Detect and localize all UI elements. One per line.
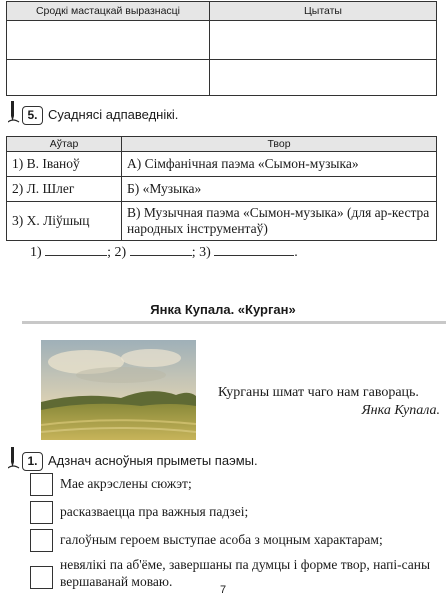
section-divider bbox=[22, 321, 446, 324]
checkbox[interactable] bbox=[30, 473, 53, 496]
answer-label-2: ; 2) bbox=[107, 245, 127, 260]
author-cell: 2) Л. Шлег bbox=[7, 177, 122, 202]
answer-end: . bbox=[294, 245, 298, 260]
blank-cell[interactable] bbox=[7, 21, 210, 60]
option-text: галоўным героем выступае асоба з моцным характарам; bbox=[60, 532, 383, 547]
blank-cell[interactable] bbox=[7, 60, 210, 96]
author-cell: 1) В. Іваноў bbox=[7, 152, 122, 177]
column-header-quotes: Цытаты bbox=[210, 2, 437, 21]
answer-blank-1[interactable] bbox=[45, 255, 107, 256]
option-text: невялікі па аб'ёме, завершаны па думцы і форме твор, напі-саны вершаванай моваю. bbox=[60, 557, 431, 589]
option-item bbox=[30, 528, 446, 548]
task-text: Суаднясі адпаведнікі. bbox=[48, 107, 179, 122]
answer-label-1: 1) bbox=[30, 245, 42, 260]
option-item bbox=[30, 472, 446, 492]
column-header-author: Аўтар bbox=[7, 137, 122, 152]
table-row bbox=[7, 202, 437, 241]
column-header-means: Сродкі мастацкай выразнасці bbox=[7, 2, 210, 21]
blank-cell[interactable] bbox=[210, 60, 437, 96]
work-cell: Б) «Музыка» bbox=[122, 177, 437, 202]
task-number: 5. bbox=[22, 106, 43, 125]
column-header-work: Твор bbox=[122, 137, 437, 152]
landscape-painting bbox=[41, 340, 196, 440]
option-text: Мае акрэслены сюжэт; bbox=[60, 476, 192, 491]
option-item bbox=[30, 500, 446, 520]
epigraph-quote: Курганы шмат чаго нам гавораць. bbox=[218, 385, 419, 400]
epigraph bbox=[210, 384, 440, 420]
option-text: расказваецца пра важныя падзеі; bbox=[60, 504, 249, 519]
task-number: 1. bbox=[22, 452, 43, 471]
matching-table bbox=[6, 136, 437, 241]
work-cell: А) Сімфанічная паэма «Сымон-музыка» bbox=[122, 152, 437, 177]
table-row bbox=[7, 177, 437, 202]
options-list bbox=[30, 472, 446, 598]
work-cell: В) Музычная паэма «Сымон-музыка» (для ар-кестра народных інструментаў) bbox=[122, 202, 437, 241]
blank-cell[interactable] bbox=[210, 21, 437, 60]
page-number: 7 bbox=[219, 584, 227, 596]
task-text: Адзнач асноўныя прыметы паэмы. bbox=[48, 453, 258, 468]
pen-icon bbox=[8, 446, 20, 470]
answer-label-3: ; 3) bbox=[191, 245, 211, 260]
epigraph-author: Янка Купала. bbox=[361, 403, 440, 418]
quotes-table bbox=[6, 1, 437, 96]
answer-line bbox=[30, 245, 298, 261]
section-title: Янка Купала. «Курган» bbox=[150, 302, 296, 317]
author-cell: 3) Х. Ліўшыц bbox=[7, 202, 122, 241]
table-row bbox=[7, 152, 437, 177]
pen-icon bbox=[8, 100, 20, 124]
answer-blank-3[interactable] bbox=[214, 255, 294, 256]
answer-blank-2[interactable] bbox=[130, 255, 192, 256]
checkbox[interactable] bbox=[30, 501, 53, 524]
checkbox[interactable] bbox=[30, 529, 53, 552]
